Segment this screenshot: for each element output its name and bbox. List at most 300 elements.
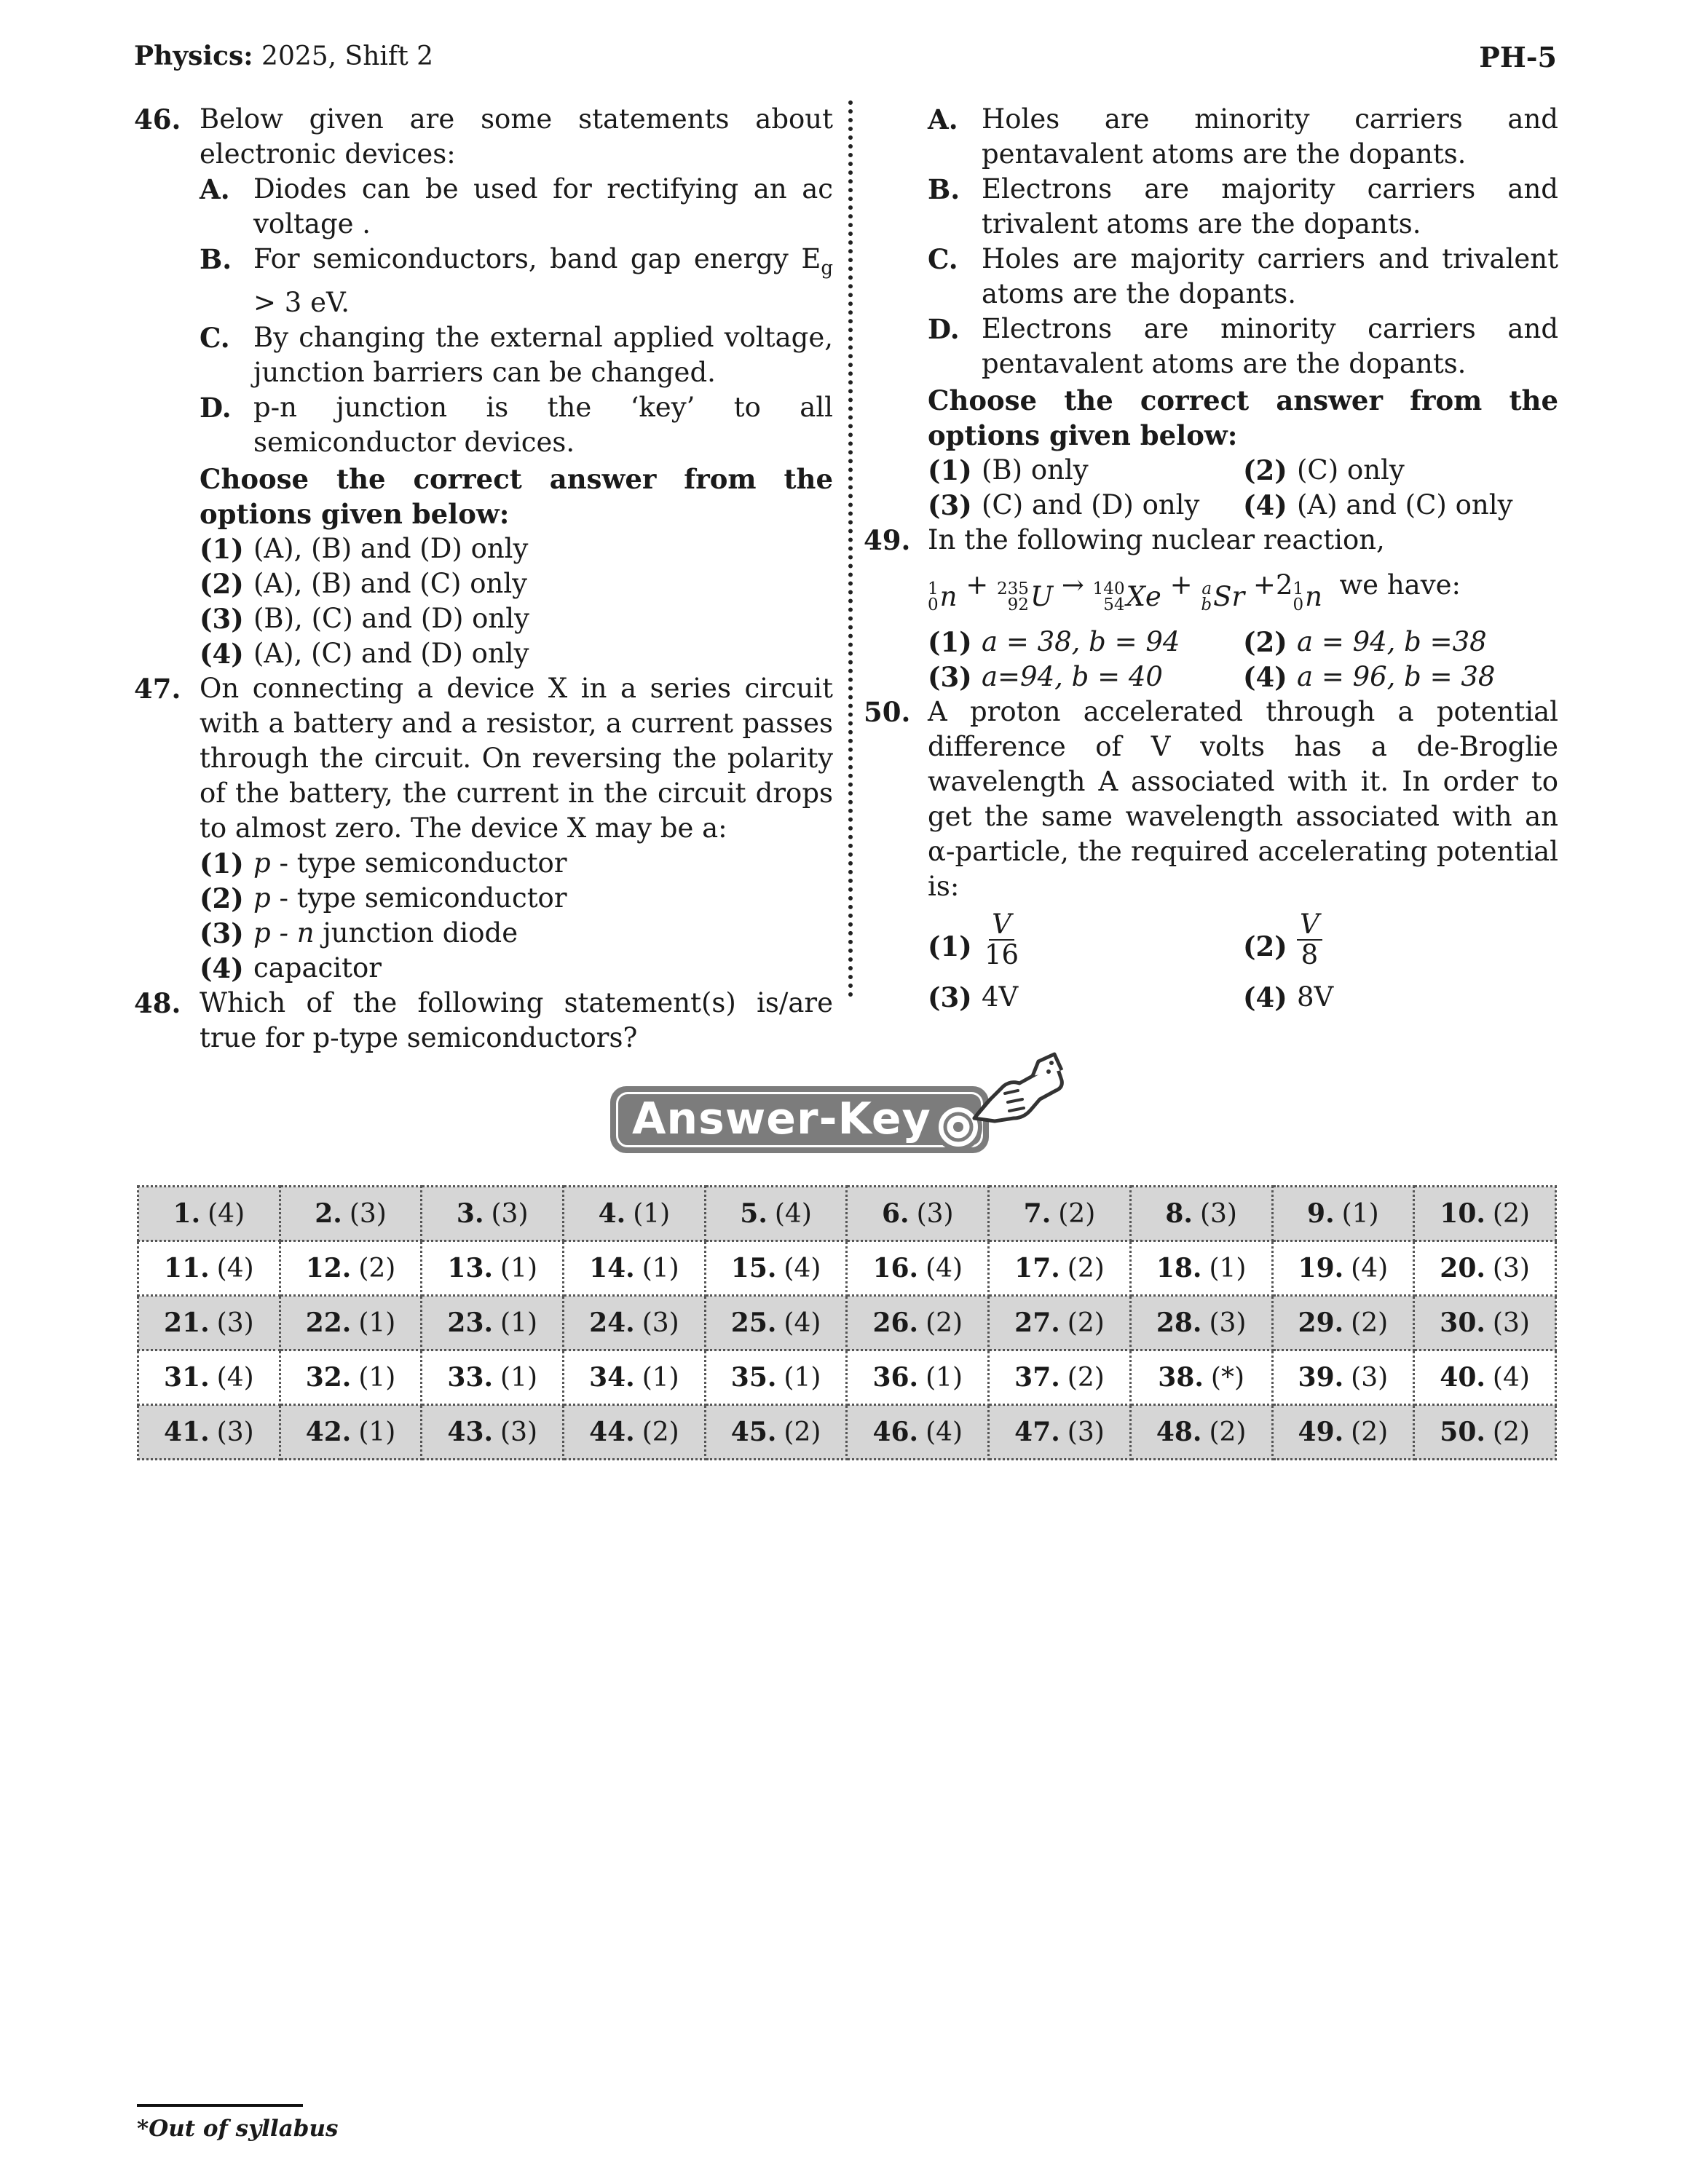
equation-tail: we have:	[1339, 569, 1461, 601]
fraction-denominator: 16	[984, 939, 1019, 970]
question-no: 15.	[730, 1253, 777, 1283]
question-no: 25.	[730, 1307, 777, 1338]
option-number: (2)	[1243, 930, 1287, 962]
subject-label: Physics:	[134, 41, 253, 71]
atomic-number: 92	[1007, 596, 1029, 614]
statement-label: C.	[200, 322, 230, 355]
question-no: 22.	[305, 1307, 352, 1338]
statement-label: B.	[200, 243, 232, 275]
answer-value: (3)	[216, 1308, 254, 1338]
answer-value: (1)	[642, 1363, 679, 1393]
question-no: 12.	[305, 1253, 352, 1283]
question-no: 23.	[447, 1307, 494, 1338]
question-no: 47.	[1014, 1417, 1060, 1447]
page-header	[134, 41, 433, 71]
question-no: 27.	[1014, 1307, 1060, 1338]
answer-cell	[1272, 1241, 1414, 1296]
statement	[928, 172, 1558, 242]
answer-cell	[564, 1296, 706, 1350]
answer-cell	[1130, 1405, 1272, 1460]
answer-value: (2)	[1067, 1363, 1105, 1393]
answer-value: (1)	[1341, 1199, 1379, 1229]
answer-value: (1)	[1209, 1254, 1247, 1283]
option-text: a = 94, b =38	[1297, 626, 1487, 657]
question-46	[134, 102, 833, 671]
nuclide-symbol: Xe	[1126, 581, 1161, 612]
answer-value: (3)	[1067, 1417, 1105, 1447]
question-no: 33.	[447, 1362, 494, 1393]
pointing-hand-icon	[923, 1048, 1069, 1158]
answer-cell	[138, 1350, 280, 1405]
question-no: 37.	[1014, 1362, 1060, 1393]
answer-value: (2)	[1067, 1308, 1105, 1338]
statement-text: For semiconductors, band gap energy E	[253, 243, 821, 274]
statement-label: A.	[200, 173, 230, 205]
statement-text: Holes are majority carriers and trivalent atoms are the dopants.	[982, 243, 1558, 309]
answer-cell	[564, 1350, 706, 1405]
option-number: (4)	[1243, 981, 1287, 1013]
nuclide-scripts	[928, 581, 939, 613]
answer-value: (1)	[500, 1254, 538, 1283]
answer-value: (3)	[642, 1308, 679, 1338]
answer-option	[200, 951, 833, 986]
question-no: 26.	[872, 1307, 919, 1338]
question-no: 9.	[1307, 1198, 1335, 1229]
question-no: 11.	[164, 1253, 210, 1283]
option-number: (3)	[200, 917, 244, 950]
answer-key-banner	[610, 1048, 1076, 1158]
nuclear-equation	[928, 558, 1558, 625]
answer-cell	[138, 1187, 280, 1241]
answer-cell	[422, 1350, 564, 1405]
option-italic: p	[253, 847, 271, 879]
question-number: 48.	[134, 987, 181, 1020]
answer-option	[928, 625, 1243, 660]
answer-value: (*)	[1210, 1363, 1245, 1393]
question-text: A proton accelerated through a potential difference of V volts has a de-Broglie wavelength A associated with it. In order to get the same wavelength associated with an α-particle, the required accelerating potential is:	[928, 696, 1558, 902]
nuclide-symbol: n	[939, 581, 958, 612]
statement-text: Electrons are majority carriers and trivalent atoms are the dopants.	[982, 173, 1558, 240]
answer-cell	[280, 1296, 422, 1350]
question-49	[864, 523, 1558, 695]
question-number: 50.	[864, 696, 911, 728]
answer-cell	[1414, 1296, 1556, 1350]
question-48-continued	[867, 102, 1558, 523]
question-no: 32.	[305, 1362, 352, 1393]
option-text: a = 38, b = 94	[982, 626, 1180, 657]
coefficient: 2	[1275, 569, 1293, 601]
answer-value: (4)	[926, 1254, 963, 1283]
answer-cell	[1130, 1350, 1272, 1405]
answer-cell	[1414, 1187, 1556, 1241]
answer-option	[928, 980, 1243, 1015]
answer-row	[138, 1187, 1556, 1241]
choose-instruction: Choose the correct answer from the options given below:	[200, 463, 833, 531]
option-number: (2)	[200, 568, 244, 601]
answer-cell	[564, 1405, 706, 1460]
question-no: 35.	[730, 1362, 777, 1393]
nuclide-scripts	[997, 581, 1029, 613]
statement-text-end: > 3 eV.	[253, 287, 350, 319]
option-text: (C) only	[1297, 454, 1405, 486]
option-number: (1)	[928, 454, 972, 486]
question-number: 47.	[134, 673, 181, 705]
nuclide-symbol: n	[1305, 581, 1322, 612]
answer-cell	[138, 1405, 280, 1460]
statement-text: Electrons are minority carriers and pentavalent atoms are the dopants.	[982, 313, 1558, 379]
answer-value: (3)	[500, 1417, 538, 1447]
fraction	[982, 910, 1022, 970]
answer-table	[137, 1185, 1557, 1460]
question-no: 30.	[1440, 1307, 1485, 1338]
question-text: In the following nuclear reaction,	[928, 524, 1385, 555]
answer-value: (3)	[1492, 1308, 1530, 1338]
choose-instruction: Choose the correct answer from the options given below:	[928, 384, 1558, 451]
statement-label: C.	[928, 243, 958, 275]
option-text: (A), (C) and (D) only	[253, 638, 529, 670]
question-no: 29.	[1298, 1307, 1344, 1338]
statement	[928, 312, 1558, 381]
question-text: Which of the following statement(s) is/are true for p-type semiconductors?	[200, 987, 833, 1054]
mass-number: a	[1201, 579, 1212, 598]
answer-cell	[847, 1241, 989, 1296]
fraction-denominator: 8	[1301, 939, 1319, 970]
answer-cell	[564, 1241, 706, 1296]
mass-number: 1	[928, 579, 939, 598]
question-number: 49.	[864, 524, 911, 556]
question-no: 41.	[164, 1417, 210, 1447]
statement-text: By changing the external applied voltage, junction barriers can be changed.	[253, 322, 833, 389]
answer-option	[928, 453, 1243, 488]
question-no: 4.	[598, 1198, 626, 1229]
answer-value: (4)	[1492, 1363, 1530, 1393]
answer-cell	[1272, 1296, 1414, 1350]
answer-value: (3)	[491, 1199, 529, 1229]
answer-cell	[705, 1405, 847, 1460]
answer-cell	[1414, 1350, 1556, 1405]
answer-cell	[847, 1187, 989, 1241]
answer-option	[1243, 625, 1558, 660]
answer-value: (3)	[1492, 1254, 1530, 1283]
page-number: PH-5	[1479, 41, 1557, 74]
question-no: 31.	[164, 1362, 210, 1393]
question-no: 10.	[1440, 1198, 1485, 1229]
question-no: 17.	[1014, 1253, 1060, 1283]
plus-sign: +	[1252, 569, 1276, 601]
answer-value: (1)	[784, 1363, 821, 1393]
mass-number: 140	[1092, 579, 1125, 598]
answer-row	[138, 1241, 1556, 1296]
mass-number: 1	[1293, 579, 1304, 598]
answer-option	[200, 846, 833, 881]
answer-value: (2)	[1351, 1417, 1389, 1447]
statement	[200, 172, 833, 242]
question-no: 50.	[1440, 1417, 1485, 1447]
question-no: 43.	[447, 1417, 494, 1447]
atomic-number: 0	[1293, 596, 1304, 614]
answer-value: (4)	[208, 1199, 245, 1229]
answer-cell	[280, 1350, 422, 1405]
options-grid	[928, 910, 1558, 1015]
answer-cell	[705, 1241, 847, 1296]
plus-sign: +	[966, 569, 989, 601]
answer-cell	[422, 1187, 564, 1241]
answer-value: (2)	[1067, 1254, 1105, 1283]
answer-value: (2)	[926, 1308, 963, 1338]
answer-value: (2)	[1209, 1417, 1247, 1447]
question-no: 48.	[1156, 1417, 1202, 1447]
option-text: a=94, b = 40	[982, 661, 1163, 692]
option-text: a = 96, b = 38	[1297, 661, 1496, 692]
answer-cell	[1272, 1187, 1414, 1241]
question-no: 46.	[872, 1417, 919, 1447]
nuclide-scripts	[1201, 581, 1212, 613]
nuclide-xenon	[1093, 569, 1161, 625]
question-no: 7.	[1023, 1198, 1051, 1229]
answer-value: (4)	[926, 1417, 963, 1447]
answer-option	[928, 488, 1243, 523]
answer-option	[928, 910, 1243, 980]
footnote-rule	[137, 2104, 303, 2107]
answer-value: (3)	[1199, 1199, 1237, 1229]
question-no: 8.	[1165, 1198, 1193, 1229]
answer-option	[1243, 980, 1558, 1015]
answer-cell	[1272, 1405, 1414, 1460]
fraction-numerator: V	[989, 910, 1014, 941]
nuclide-scripts	[1093, 581, 1125, 613]
question-no: 5.	[740, 1198, 767, 1229]
question-no: 24.	[589, 1307, 635, 1338]
answer-value: (1)	[642, 1254, 679, 1283]
question-number: 46.	[134, 103, 181, 135]
nuclide-symbol: U	[1030, 581, 1054, 612]
statement-text: Diodes can be used for rectifying an ac voltage .	[253, 173, 833, 240]
atomic-number: 0	[928, 596, 939, 614]
answer-value: (1)	[633, 1199, 671, 1229]
answer-option	[1243, 453, 1558, 488]
option-number: (1)	[928, 626, 972, 658]
nuclide-scripts	[1293, 581, 1303, 613]
answer-value: (2)	[1492, 1417, 1530, 1447]
nuclide-neutron	[928, 569, 957, 625]
question-no: 39.	[1298, 1362, 1344, 1393]
statement-label: D.	[200, 392, 232, 424]
statement	[200, 320, 833, 390]
option-number: (4)	[1243, 661, 1287, 693]
answer-table-body	[138, 1187, 1556, 1460]
option-number: (3)	[200, 603, 244, 636]
answer-cell	[705, 1350, 847, 1405]
nuclide-neutron-product	[1293, 569, 1322, 625]
answer-cell	[989, 1187, 1131, 1241]
right-column	[864, 102, 1558, 1015]
question-no: 21.	[164, 1307, 210, 1338]
answer-cell	[847, 1350, 989, 1405]
answer-cell	[280, 1405, 422, 1460]
question-text: Below given are some statements about electronic devices:	[200, 103, 833, 170]
statement-label: B.	[928, 173, 960, 205]
statement	[928, 242, 1558, 312]
option-number: (1)	[928, 930, 972, 962]
column-divider	[848, 100, 853, 997]
answer-cell	[1272, 1350, 1414, 1405]
option-text: 8V	[1297, 981, 1334, 1013]
answer-option	[928, 660, 1243, 695]
nuclide-symbol: Sr	[1213, 581, 1245, 612]
statement	[200, 390, 833, 460]
answer-value: (2)	[1492, 1199, 1530, 1229]
answer-cell	[989, 1350, 1131, 1405]
answer-value: (4)	[216, 1363, 254, 1393]
answer-row	[138, 1405, 1556, 1460]
question-no: 20.	[1440, 1253, 1485, 1283]
option-number: (1)	[200, 847, 244, 880]
option-italic: p	[253, 882, 271, 914]
nuclide-uranium	[997, 569, 1053, 625]
statement	[928, 102, 1558, 172]
answer-cell	[1414, 1241, 1556, 1296]
answer-cell	[1130, 1187, 1272, 1241]
left-column	[134, 102, 833, 1056]
option-number: (3)	[928, 489, 972, 521]
option-number: (2)	[1243, 454, 1287, 486]
answer-cell	[989, 1296, 1131, 1350]
nuclide-strontium	[1201, 569, 1244, 625]
statement-label: A.	[928, 103, 958, 135]
answer-value: (4)	[784, 1254, 821, 1283]
question-no: 40.	[1440, 1362, 1485, 1393]
answer-option	[200, 566, 833, 601]
answer-key-title: Answer-Key	[632, 1093, 931, 1144]
answer-option	[1243, 910, 1558, 980]
subscript: g	[821, 257, 833, 280]
answer-cell	[847, 1405, 989, 1460]
question-50	[864, 695, 1558, 1015]
statement	[200, 242, 833, 320]
answer-cell	[422, 1296, 564, 1350]
answer-option	[1243, 660, 1558, 695]
atomic-number: b	[1201, 596, 1212, 614]
answer-value: (1)	[358, 1308, 396, 1338]
statement-label: D.	[928, 313, 960, 345]
answer-cell	[847, 1296, 989, 1350]
option-text: - type semiconductor	[270, 882, 567, 914]
option-text: capacitor	[253, 952, 382, 984]
plus-sign: +	[1169, 569, 1193, 601]
option-italic: p - n	[253, 917, 315, 949]
option-text: - type semiconductor	[270, 847, 567, 879]
answer-option	[200, 601, 833, 636]
answer-cell	[564, 1187, 706, 1241]
answer-row	[138, 1296, 1556, 1350]
answer-option	[200, 881, 833, 916]
statement-text: p-n junction is the ‘key’ to all semiconductor devices.	[253, 392, 833, 459]
answer-value: (2)	[1058, 1199, 1096, 1229]
reaction-arrow: →	[1061, 569, 1084, 601]
option-number: (2)	[200, 882, 244, 915]
option-number: (4)	[200, 952, 244, 985]
answer-cell	[705, 1187, 847, 1241]
answer-value: (3)	[916, 1199, 954, 1229]
question-no: 16.	[872, 1253, 919, 1283]
answer-cell	[280, 1187, 422, 1241]
answer-cell	[1130, 1296, 1272, 1350]
answer-cell	[989, 1405, 1131, 1460]
question-48	[134, 986, 833, 1056]
option-number: (4)	[200, 638, 244, 670]
question-no: 45.	[730, 1417, 777, 1447]
question-no: 1.	[173, 1198, 201, 1229]
question-no: 13.	[447, 1253, 494, 1283]
fraction	[1297, 910, 1322, 970]
question-text: On connecting a device X in a series circuit with a battery and a resistor, a current passes through the circuit. On reversing the polarity of the battery, the current in the circuit drops to almost zero. The device X may be a:	[200, 673, 833, 844]
answer-option	[200, 531, 833, 566]
atomic-number: 54	[1103, 596, 1125, 614]
question-no: 49.	[1298, 1417, 1344, 1447]
answer-value: (3)	[1209, 1308, 1247, 1338]
answer-value: (3)	[216, 1417, 254, 1447]
option-text: 4V	[982, 981, 1019, 1013]
answer-value: (4)	[216, 1254, 254, 1283]
answer-value: (2)	[642, 1417, 679, 1447]
option-text: (A), (B) and (D) only	[253, 533, 529, 565]
option-number: (3)	[928, 981, 972, 1013]
answer-cell	[280, 1241, 422, 1296]
question-no: 38.	[1158, 1362, 1204, 1393]
options-grid	[928, 453, 1558, 523]
option-text: (B) only	[982, 454, 1089, 486]
answer-value: (1)	[358, 1363, 396, 1393]
answer-cell	[1414, 1405, 1556, 1460]
question-no: 34.	[589, 1362, 635, 1393]
answer-cell	[1130, 1241, 1272, 1296]
answer-cell	[138, 1241, 280, 1296]
answer-value: (2)	[784, 1417, 821, 1447]
paper-label: 2025, Shift 2	[261, 41, 434, 71]
question-no: 2.	[315, 1198, 342, 1229]
answer-value: (1)	[500, 1308, 538, 1338]
option-text: (A), (B) and (C) only	[253, 568, 528, 600]
question-no: 28.	[1156, 1307, 1202, 1338]
question-no: 3.	[456, 1198, 484, 1229]
question-no: 6.	[881, 1198, 909, 1229]
question-no: 19.	[1298, 1253, 1344, 1283]
answer-option	[1243, 488, 1558, 523]
answer-value: (4)	[1351, 1254, 1389, 1283]
question-no: 18.	[1156, 1253, 1202, 1283]
answer-cell	[422, 1241, 564, 1296]
question-no: 44.	[589, 1417, 635, 1447]
option-text: junction diode	[314, 917, 518, 949]
answer-option	[200, 916, 833, 951]
option-number: (1)	[200, 533, 244, 566]
answer-value: (1)	[926, 1363, 963, 1393]
question-no: 42.	[305, 1417, 352, 1447]
statement-text: Holes are minority carriers and pentavalent atoms are the dopants.	[982, 103, 1558, 170]
answer-cell	[989, 1241, 1131, 1296]
options-grid	[928, 625, 1558, 695]
option-number: (3)	[928, 661, 972, 693]
answer-row	[138, 1350, 1556, 1405]
footnote: *Out of syllabus	[137, 2116, 339, 2142]
answer-cell	[705, 1296, 847, 1350]
answer-value: (4)	[784, 1308, 821, 1338]
question-no: 36.	[872, 1362, 919, 1393]
answer-value: (2)	[358, 1254, 396, 1283]
mass-number: 235	[997, 579, 1029, 598]
answer-value: (3)	[349, 1199, 387, 1229]
option-number: (4)	[1243, 489, 1287, 521]
